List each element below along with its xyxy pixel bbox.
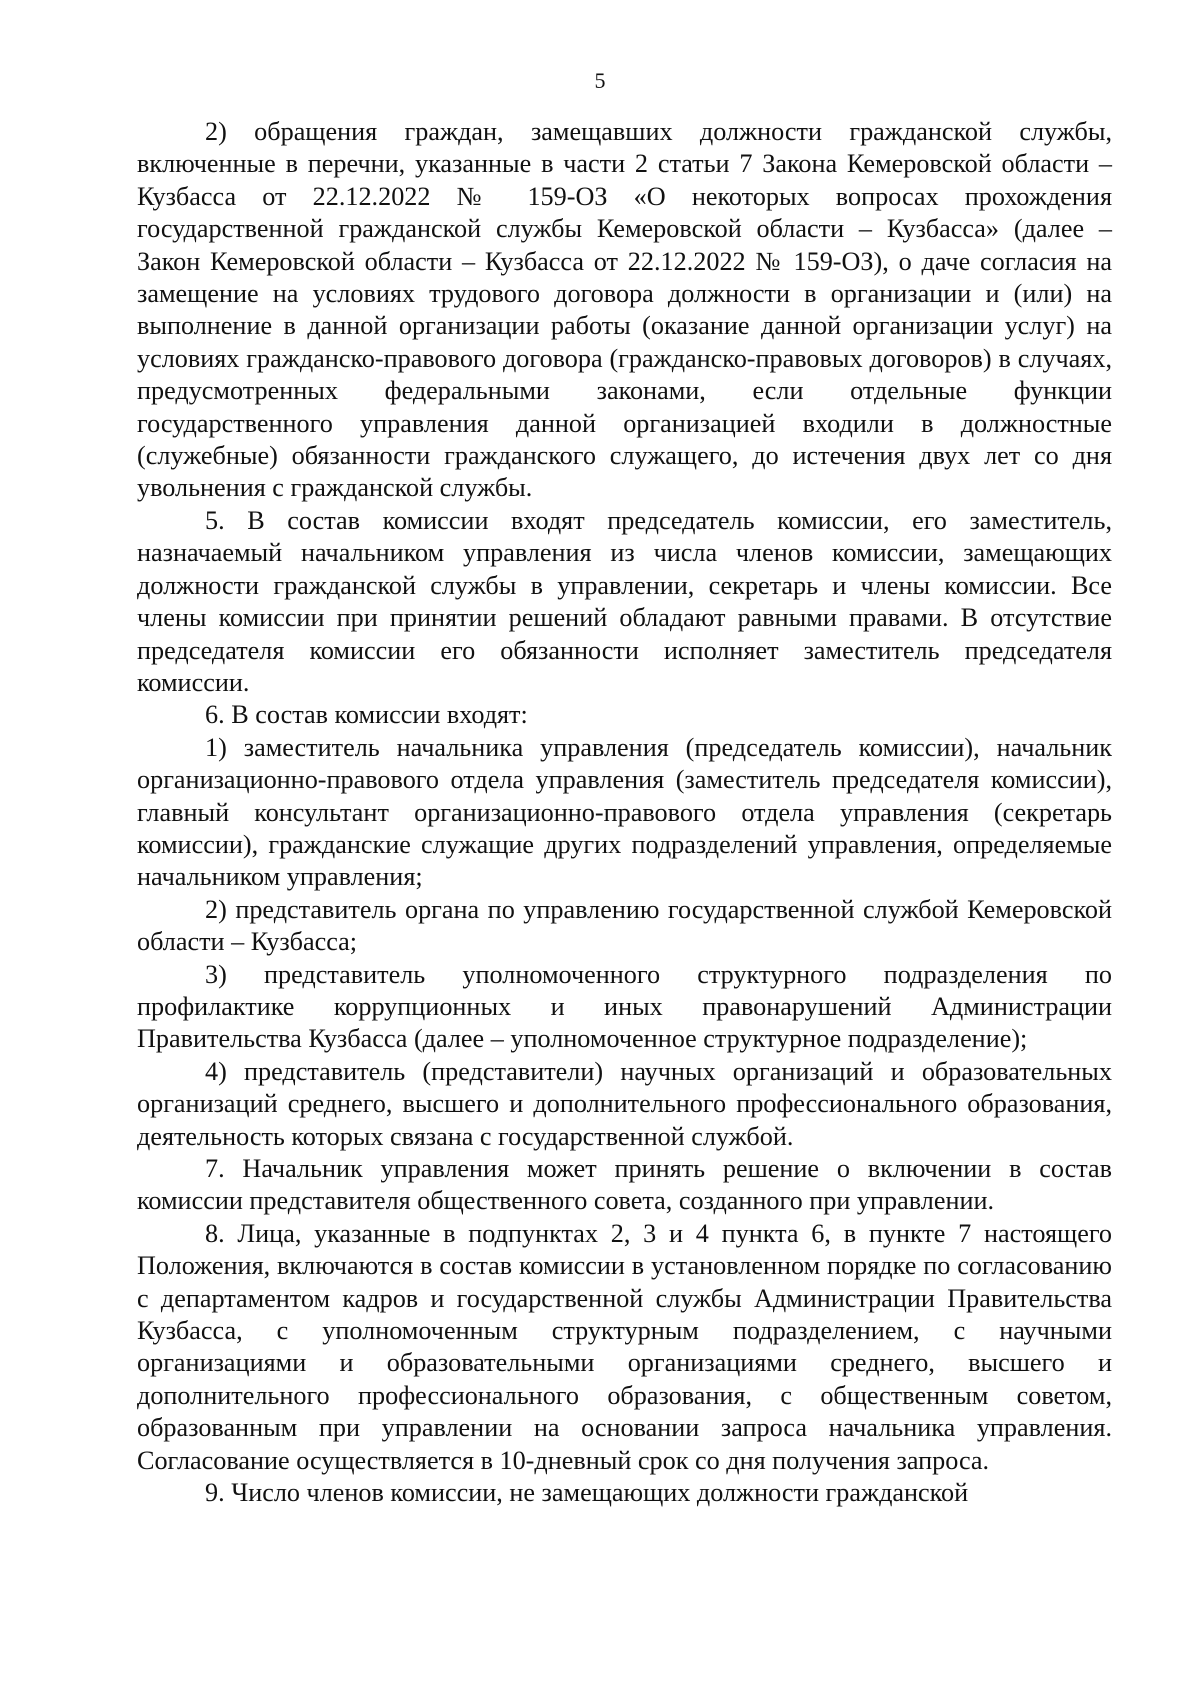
document-body — [137, 116, 1112, 1509]
paragraph-9: 9. Число членов комиссии, не замещающих должности гражданской — [205, 1478, 969, 1508]
paragraph-5: 5. В состав комиссии входят председатель комиссии, его заместитель, назначаемый начальником управления из числа членов комиссии, замещающих должности гражданской службы в управлении, секретарь и члены комиссии. Все члены комиссии при принятии решений обладают равными правами. В отсутствие председателя комиссии его обязанности исполняет заместитель председателя комиссии. — [137, 505, 1112, 697]
paragraph-6-item-3: 3) представитель уполномоченного структурного подразделения по профилактике коррупционных и иных правонарушений Администрации Правительства Кузбасса (далее – уполномоченное структурное подразделение); — [137, 959, 1112, 1054]
paragraph-7: 7. Начальник управления может принять решение о включении в состав комиссии представителя общественного совета, созданного при управлении. — [137, 1154, 1112, 1216]
paragraph-8: 8. Лица, указанные в подпунктах 2, 3 и 4 пункта 6, в пункте 7 настоящего Положения, включаются в состав комиссии в установленном порядке по согласованию с департаментом кадров и государственной службы Администрации Правительства Кузбасса, с уполномоченным структурным подразделением, с научными организациями и образовательными организациями среднего, высшего и дополнительного профессионального образования, с общественным советом, образованным при управлении на основании запроса начальника управления. Согласование осуществляется в 10-дневный срок со дня получения запроса. — [137, 1218, 1112, 1475]
paragraph-6-item-2: 2) представитель органа по управлению государственной службой Кемеровской области – Кузбасса; — [137, 894, 1112, 957]
paragraph-6: 6. В состав комиссии входят: — [205, 700, 528, 730]
paragraph-6-item-1: 1) заместитель начальника управления (председатель комиссии), начальник организационно-правового отдела управления (заместитель председателя комиссии), главный консультант организационно-правового отдела управления (секретарь комиссии), гражданские служащие других подразделений управления, определяемые начальником управления; — [137, 732, 1112, 892]
paragraph-item-2: 2) обращения граждан, замещавших должности гражданской службы, включенные в перечни, указанные в части 2 статьи 7 Закона Кемеровской области – Кузбасса от 22.12.2022 № 159-ОЗ «О некоторых вопросах прохождения государственной гражданской службы Кемеровской области – Кузбасса» (далее – Закон Кемеровской области – Кузбасса от 22.12.2022 № 159-ОЗ), о даче согласия на замещение на условиях трудового договора должности в организации и (или) на выполнение в данной организации работы (оказание данной организации услуг) на условиях гражданско-правового договора (гражданско-правовых договоров) в случаях, предусмотренных федеральными законами, если отдельные функции государственного управления данной организацией входили в должностные (служебные) обязанности гражданского служащего, до истечения двух лет со дня увольнения с гражданской службы. — [137, 117, 1112, 503]
page-number: 5 — [594, 68, 606, 93]
paragraph-6-item-4: 4) представитель (представители) научных организаций и образовательных организаций среднего, высшего и дополнительного профессионального образования, деятельность которых связана с государственной службой. — [137, 1056, 1112, 1151]
